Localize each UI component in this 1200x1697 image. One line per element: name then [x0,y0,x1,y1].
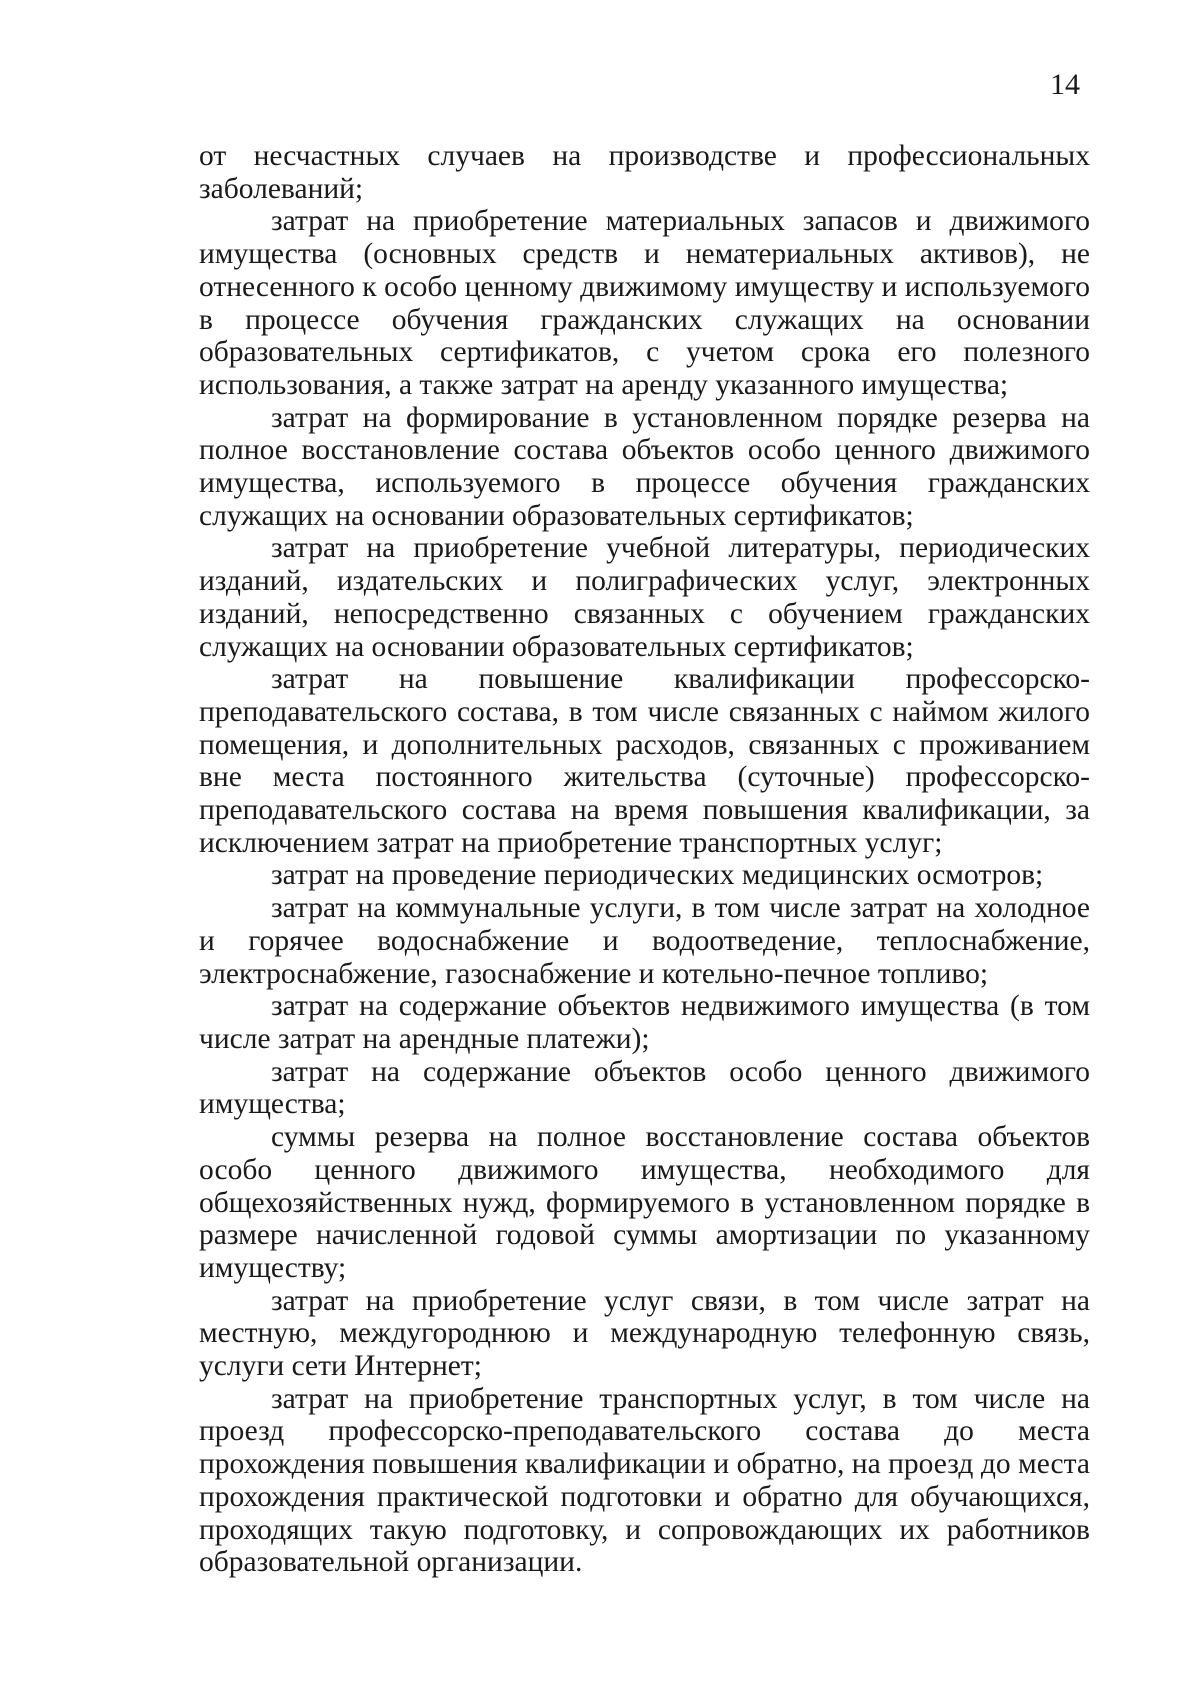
paragraph-educational-literature: затрат на приобретение учебной литературы, периодических изданий, издательских и полиграфических услуг, электронных изданий, непосредственно связанных с обучением гражданских служащих на основании образовательных сертификатов; [199,532,1090,663]
paragraph-real-estate-maintenance: затрат на содержание объектов недвижимого имущества (в том числе затрат на арендные платежи); [199,990,1090,1055]
paragraph-utilities: затрат на коммунальные услуги, в том числе затрат на холодное и горячее водоснабжение и водоотведение, теплоснабжение, электроснабжение, газоснабжение и котельно-печное топливо; [199,892,1090,990]
paragraph-valuable-property-maintenance: затрат на содержание объектов особо ценного движимого имущества; [199,1055,1090,1121]
paragraph-reserve-formation: затрат на формирование в установленном порядке резерва на полное восстановление состава объектов особо ценного движимого имущества, используемого в процессе обучения гражданских служащих на основании образовательных сертификатов; [199,401,1090,532]
paragraph-transport-services: затрат на приобретение транспортных услуг, в том числе на проезд профессорско-преподавательского состава до места прохождения повышения квалификации и обратно, на проезд до места прохождения практической подготовки и обратно для обучающихся, проходящих такую подготовку, и сопровождающих их работников образовательной организации. [199,1382,1090,1579]
page-number: 14 [1050,68,1080,101]
paragraph-communication-services: затрат на приобретение услуг связи, в том числе затрат на местную, междугороднюю и международную телефонную связь, услуги сети Интернет; [199,1284,1090,1383]
paragraph-material-stocks: затрат на приобретение материальных запасов и движимого имущества (основных средств и нематериальных активов), не отнесенного к особо ценному движимому имуществу и используемого в процессе обучения гражданских служащих на основании образовательных сертификатов, с учетом срока его полезного использования, а также затрат на аренду указанного имущества; [199,205,1090,401]
paragraph-medical-examinations: затрат на проведение периодических медицинских осмотров; [271,859,1044,892]
paragraph-qualification-upgrade: затрат на повышение квалификации профессорско-преподавательского состава, в том числе связанных с наймом жилого помещения, и дополнительных расходов, связанных с проживанием вне места постоянного жительства (суточные) профессорско-преподавательского состава на время повышения квалификации, за исключением затрат на приобретение транспортных услуг; [199,663,1090,859]
paragraph-reserve-amount: суммы резерва на полное восстановление состава объектов особо ценного движимого имущества, необходимого для общехозяйственных нужд, формируемого в установленном порядке в размере начисленной годовой суммы амортизации по указанному имуществу; [199,1121,1090,1284]
paragraph-continuation: от несчастных случаев на производстве и профессиональных заболеваний; [199,140,1090,205]
document-body [199,140,1090,1579]
